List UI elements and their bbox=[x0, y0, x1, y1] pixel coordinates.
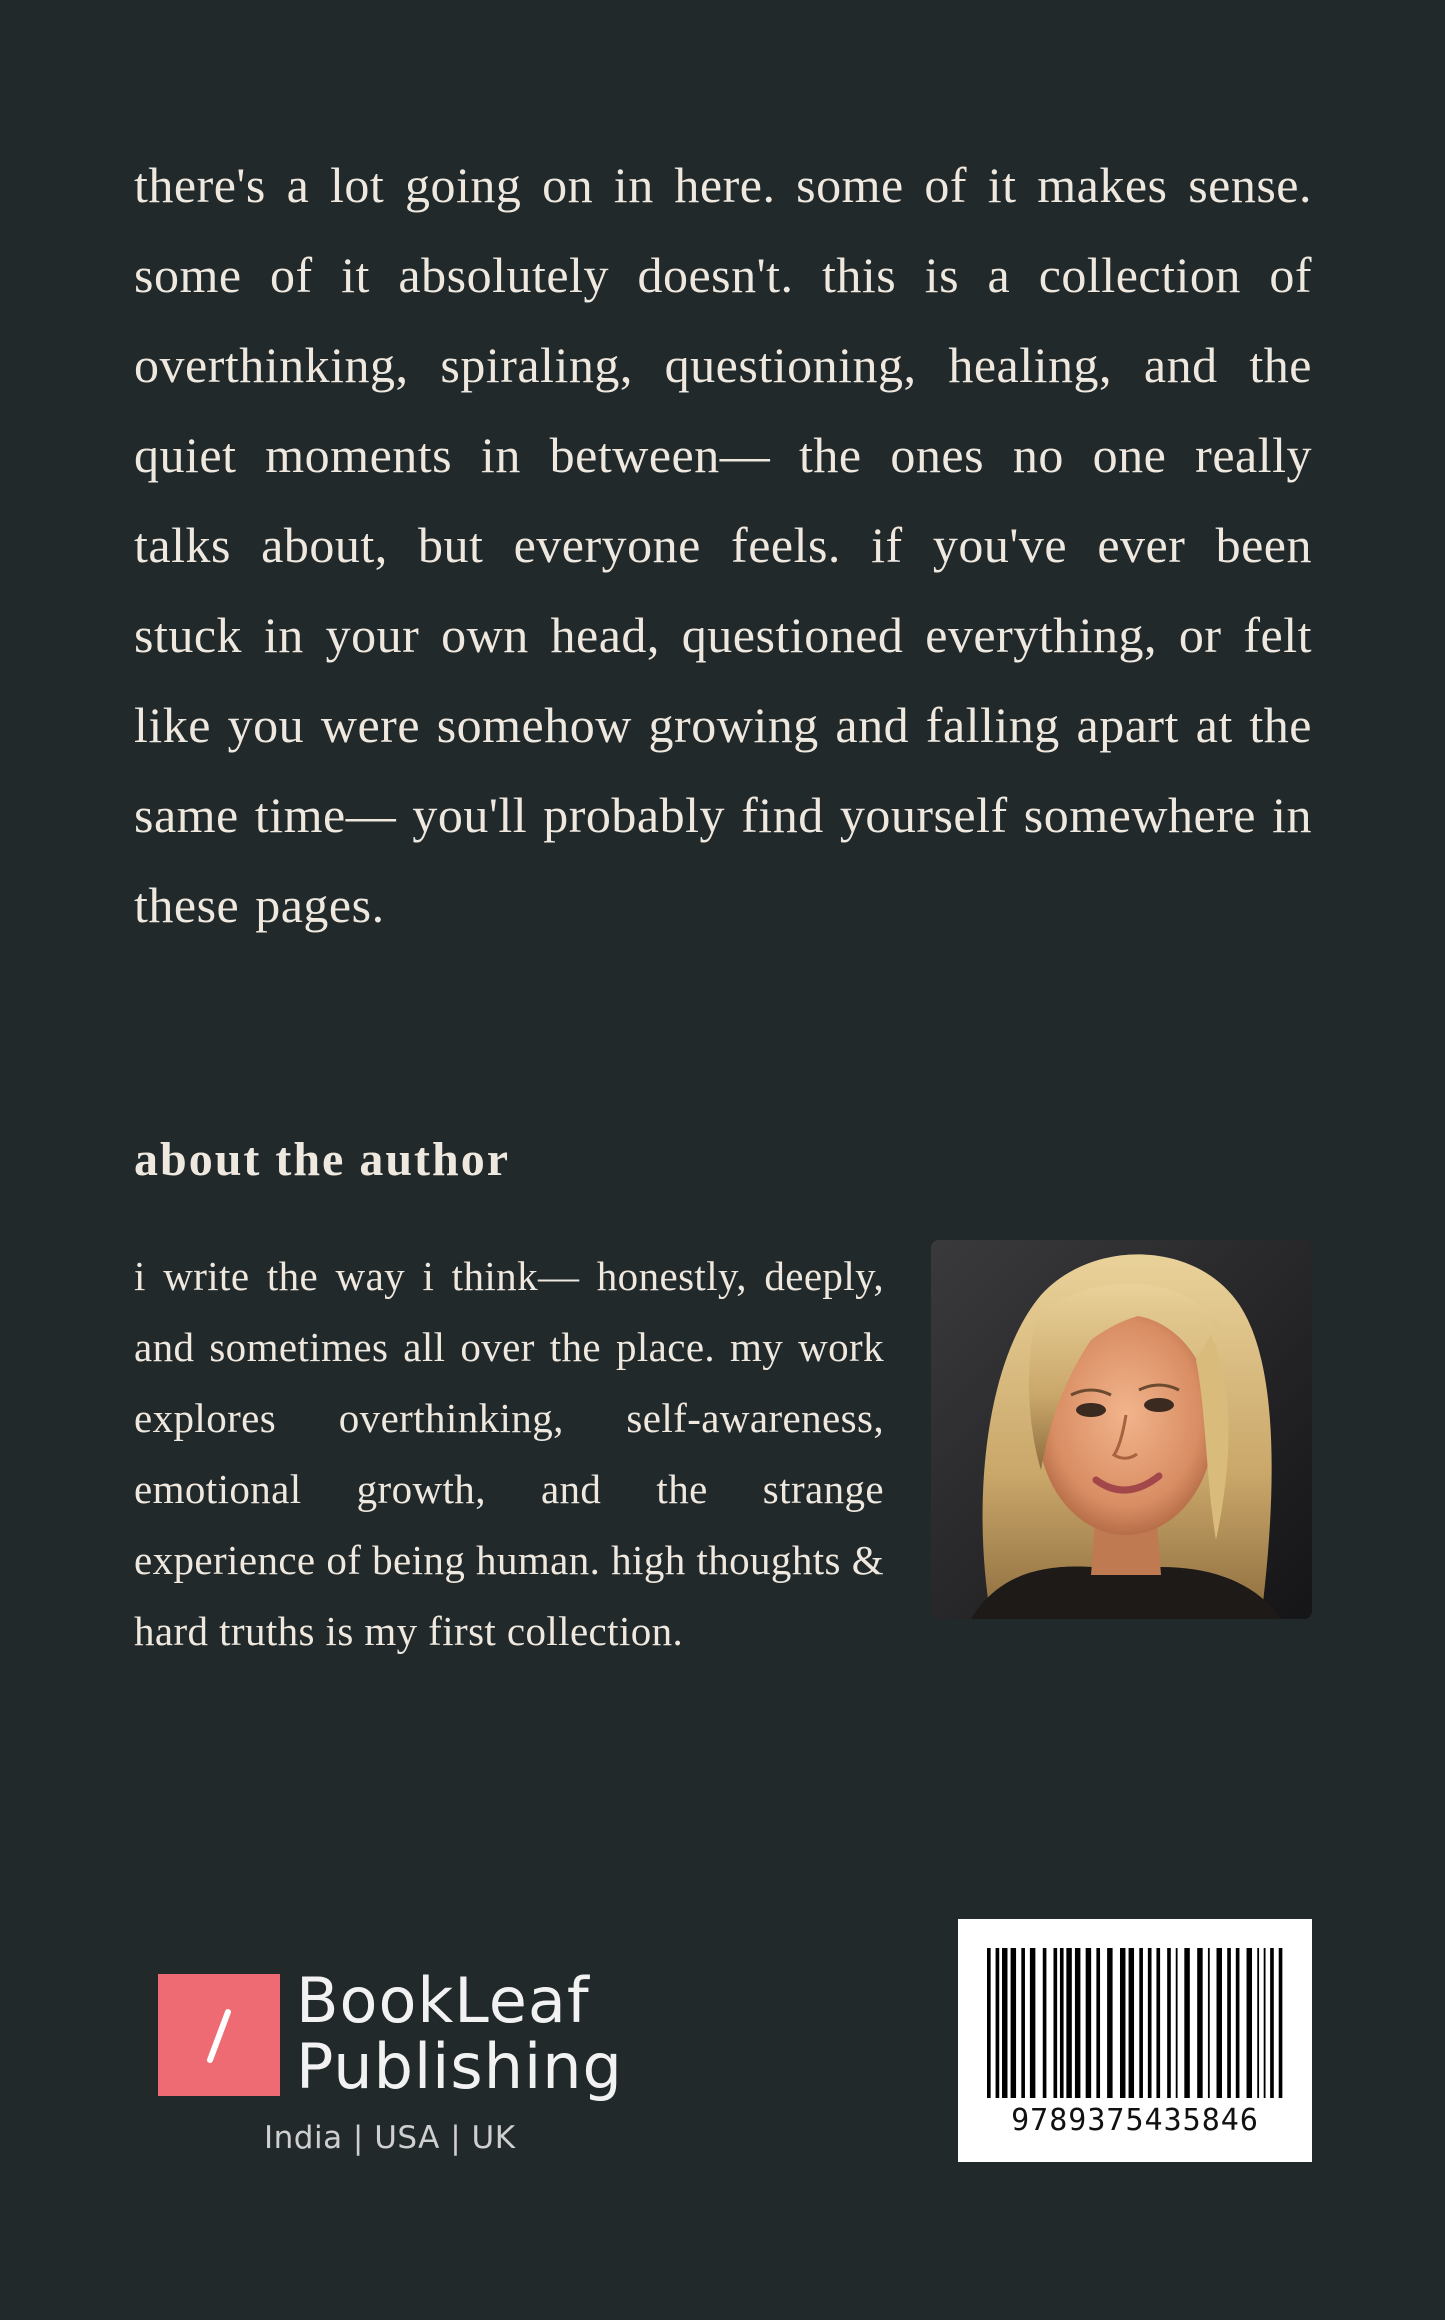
barcode-bar bbox=[1053, 1948, 1057, 2098]
barcode-bar bbox=[1257, 1948, 1259, 2098]
about-author-text: i write the way i think— honestly, deeply, and sometimes all over the place. my work explores overthinking, self-awareness, emotional growth, and the strange experience of being human. high thoughts & hard truths is my first collection. bbox=[134, 1253, 884, 1654]
barcode-bar bbox=[1279, 1948, 1283, 2098]
publisher-name-line1: BookLeaf bbox=[296, 1964, 590, 2037]
barcode-bar bbox=[1208, 1948, 1210, 2098]
barcode-bar bbox=[1075, 1948, 1080, 2098]
barcode-bar bbox=[1129, 1948, 1134, 2098]
author-photo bbox=[931, 1240, 1312, 1619]
about-author-heading: about the author bbox=[134, 1133, 511, 1186]
barcode-bar bbox=[1060, 1948, 1064, 2098]
barcode-bar bbox=[1264, 1948, 1266, 2098]
barcode-bar bbox=[1043, 1948, 1047, 2098]
publisher-logo bbox=[158, 1964, 623, 2156]
barcode-bar bbox=[1227, 1948, 1231, 2098]
barcode-bar bbox=[1096, 1948, 1100, 2098]
barcode-bar bbox=[1156, 1948, 1160, 2098]
barcode-bars bbox=[987, 1948, 1283, 2098]
barcode-bar bbox=[1247, 1948, 1252, 2098]
barcode-bar bbox=[1270, 1948, 1274, 2098]
barcode-bar bbox=[1066, 1948, 1071, 2098]
barcode-bar bbox=[996, 1948, 1000, 2098]
barcode-bar bbox=[1086, 1948, 1091, 2098]
barcode-bar bbox=[1139, 1948, 1143, 2098]
barcode-bar bbox=[1120, 1948, 1125, 2098]
barcode-bar bbox=[1002, 1948, 1007, 2098]
barcode-bar bbox=[1217, 1948, 1222, 2098]
barcode-bar bbox=[1021, 1948, 1025, 2098]
publisher-name-line2: Publishing bbox=[296, 2030, 623, 2103]
isbn-number: 9789375435846 bbox=[1011, 2103, 1259, 2138]
bookleaf-slash-icon bbox=[158, 1974, 280, 2096]
barcode-bar bbox=[1236, 1948, 1240, 2098]
barcode-bar bbox=[1011, 1948, 1016, 2098]
barcode-bar bbox=[1197, 1948, 1202, 2098]
barcode-bar bbox=[1030, 1948, 1035, 2098]
barcode-bar bbox=[1184, 1948, 1189, 2098]
barcode-bar bbox=[1148, 1948, 1152, 2098]
back-cover-blurb: there's a lot going on in here. some of it makes sense. some of it absolutely doesn't. this is a collection of overthinking, spiraling, questioning, healing, and the quiet moments in between— the ones no one really talks about, but everyone feels. if you've ever been stuck in your own head, questioned everything, or felt like you were somehow growing and falling apart at the same time— you'll probably find yourself somewhere in these pages. bbox=[134, 157, 1312, 933]
publisher-regions: India | USA | UK bbox=[264, 2120, 516, 2156]
barcode-bar bbox=[987, 1948, 991, 2098]
barcode-bar bbox=[1167, 1948, 1171, 2098]
barcode-bar bbox=[1107, 1948, 1112, 2098]
barcode-bar bbox=[1176, 1948, 1178, 2098]
isbn-barcode bbox=[958, 1919, 1312, 2162]
